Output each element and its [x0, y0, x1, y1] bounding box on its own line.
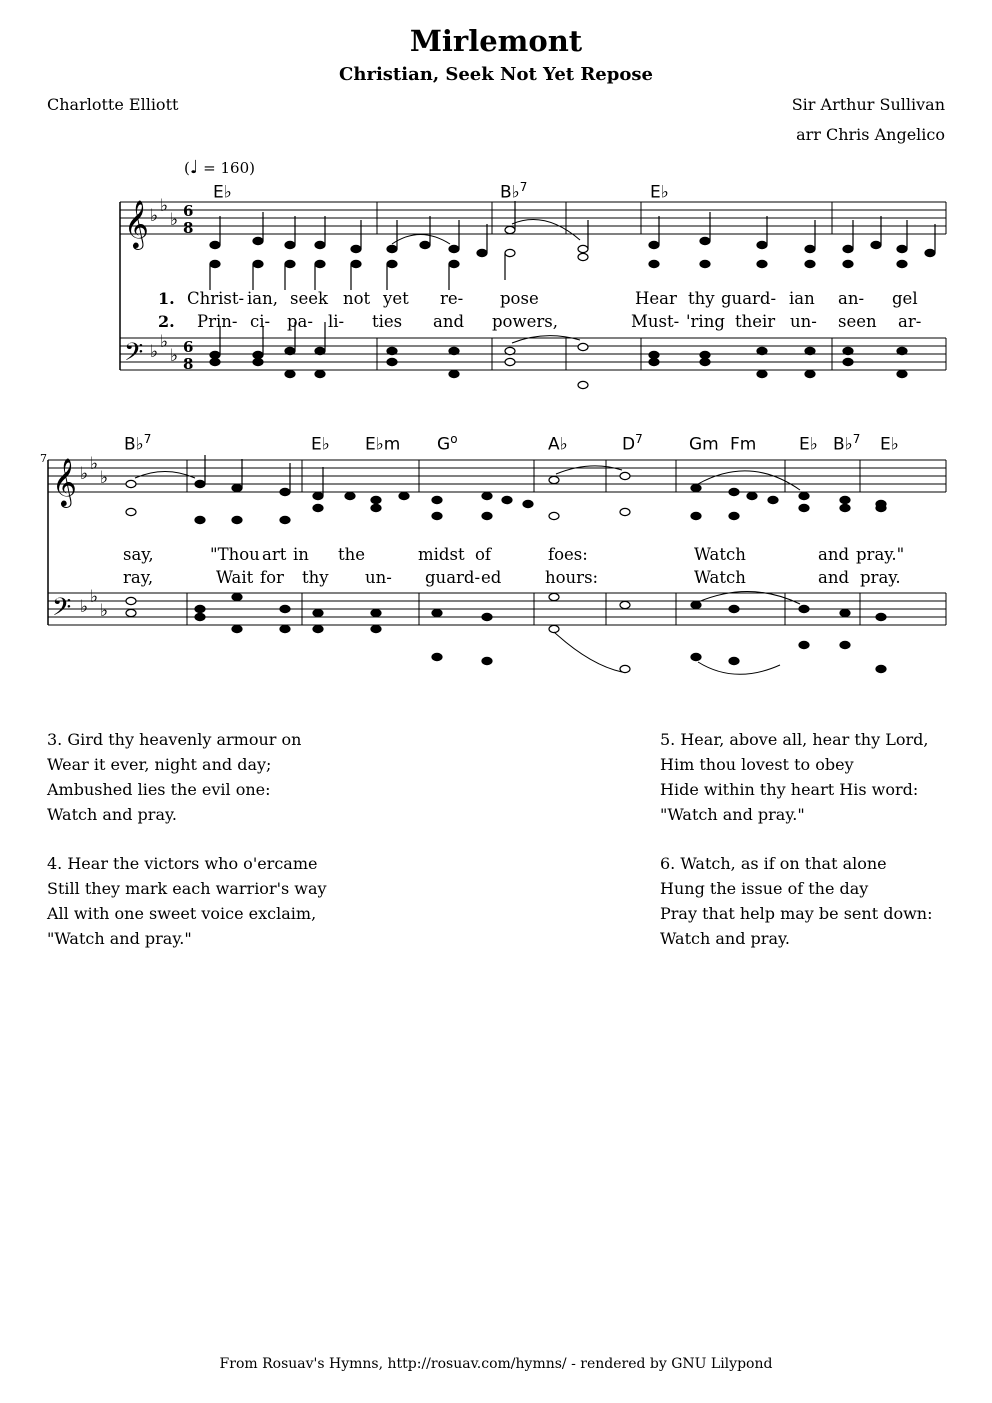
lyric-syllable: ian,	[247, 289, 278, 308]
lyric-syllable: ian	[789, 289, 815, 308]
lyric-syllable: ar-	[898, 312, 922, 331]
lyric-syllable: an-	[838, 289, 865, 308]
svg-text:♭: ♭	[100, 601, 109, 621]
lyric-syllable: gel	[892, 289, 918, 308]
lyric-syllable: un-	[790, 312, 817, 331]
lyric-syllable: ties	[372, 312, 403, 331]
verse-6	[660, 851, 932, 951]
lyric-syllable: and	[818, 545, 850, 564]
chord-symbol: A♭	[548, 434, 568, 455]
verse-line: Watch and pray.	[47, 805, 177, 824]
lyric-syllable: and	[818, 568, 850, 587]
lyric-syllable: pray."	[856, 545, 905, 564]
chord-symbol: B♭$^7$	[500, 180, 528, 203]
verse-line: Wear it ever, night and day;	[47, 755, 272, 774]
lyric-syllable: re-	[440, 289, 464, 308]
verse-number: 1.	[158, 289, 175, 308]
lyric-syllable: seen	[838, 312, 877, 331]
verse-line: 3. Gird thy heavenly armour on	[47, 730, 302, 749]
verse-line: Hung the issue of the day	[660, 879, 869, 898]
poet-credit: Charlotte Elliott	[47, 95, 179, 114]
lyric-syllable: pray.	[860, 568, 901, 587]
verse-line: Watch and pray.	[660, 929, 790, 948]
svg-text:♭: ♭	[170, 346, 179, 366]
lyric-syllable: midst	[418, 545, 465, 564]
lyric-syllable: Wait	[216, 568, 254, 587]
lyric-syllable: seek	[290, 289, 328, 308]
lyric-syllable: art	[262, 545, 287, 564]
lyric-syllable: yet	[383, 289, 409, 308]
svg-text:♭: ♭	[160, 332, 169, 352]
bass-staff-1	[120, 338, 946, 370]
svg-text:♭: ♭	[150, 206, 159, 226]
lyric-syllable: Watch	[694, 568, 746, 587]
lyric-syllable: thy	[302, 568, 329, 587]
footer-credit: From Rosuav's Hymns, http://rosuav.com/hymns/ - rendered by GNU Lilypond	[219, 1356, 773, 1372]
lyric-syllable: guard-	[721, 289, 777, 308]
svg-text:♭: ♭	[80, 597, 89, 617]
lyric-syllable: of	[475, 545, 492, 564]
lyric-syllable: the	[338, 545, 366, 564]
lyric-syllable: Christ-	[187, 289, 245, 308]
verse-line: Still they mark each warrior's way	[47, 879, 327, 898]
chord-symbol: Fm	[730, 434, 757, 455]
verse-5	[660, 727, 928, 827]
lyric-syllable: li-	[328, 312, 345, 331]
chord-symbol: B♭$^7$	[833, 432, 861, 455]
lyric-syllable: ed	[481, 568, 502, 587]
svg-text:8: 8	[183, 219, 194, 237]
verse-line: 4. Hear the victors who o'ercame	[47, 854, 318, 873]
verse-line: 5. Hear, above all, hear thy Lord,	[660, 730, 929, 749]
composer-credit: Sir Arthur Sullivan	[791, 95, 945, 114]
svg-text:6: 6	[183, 202, 194, 220]
svg-text:♭: ♭	[100, 468, 109, 488]
lyric-syllable: Must-	[631, 312, 680, 331]
lyric-syllable: "Thou	[210, 545, 260, 564]
chord-symbol: B♭$^7$	[124, 432, 152, 455]
lyric-syllable: 'ring	[686, 312, 725, 331]
bass-notes-system1	[210, 322, 907, 389]
lyric-syllable: not	[343, 289, 371, 308]
notes-system1	[210, 201, 935, 290]
treble-staff-1	[120, 202, 946, 234]
lyric-syllable: Hear	[635, 289, 677, 308]
verse-line: Ambushed lies the evil one:	[47, 780, 271, 799]
treble-clef-icon: 𝄞	[52, 457, 77, 506]
lyric-syllable: powers,	[492, 312, 558, 331]
svg-text:♭: ♭	[90, 454, 99, 474]
lyric-syllable: ci-	[250, 312, 271, 331]
system-number: 7	[40, 452, 47, 465]
hymn-title: Mirlemont	[409, 24, 583, 58]
lyric-syllable: and	[433, 312, 465, 331]
bass-staff-2	[48, 593, 946, 625]
verse-3	[47, 727, 301, 827]
chord-symbol: E♭	[213, 182, 232, 203]
notes-system2	[126, 455, 886, 524]
chord-symbol: $G^o$	[437, 432, 458, 455]
lyric-syllable: their	[735, 312, 776, 331]
music-staves	[0, 0, 992, 700]
svg-text:♭: ♭	[150, 342, 159, 362]
verse-line: Him thou lovest to obey	[660, 755, 854, 774]
svg-text:♭: ♭	[90, 587, 99, 607]
lyric-syllable: foes:	[548, 545, 588, 564]
svg-text:♭: ♭	[80, 464, 89, 484]
hymn-subtitle: Christian, Seek Not Yet Repose	[339, 64, 653, 85]
arranger-credit: arr Chris Angelico	[796, 125, 945, 144]
svg-text:♭: ♭	[160, 196, 169, 216]
lyric-syllable: un-	[365, 568, 392, 587]
chord-symbol: $D^7$	[622, 432, 643, 455]
tempo-open: (	[184, 159, 190, 177]
lyric-syllable: for	[260, 568, 284, 587]
verse-line: Hide within thy heart His word:	[660, 780, 919, 799]
bass-notes-system2	[126, 593, 886, 672]
time-signature-icon	[183, 202, 193, 373]
lyric-syllable: ray,	[123, 568, 154, 587]
verse-line: "Watch and pray."	[660, 805, 805, 824]
lyric-syllable: in	[293, 545, 309, 564]
verse-line: Pray that help may be sent down:	[660, 904, 933, 923]
chord-symbol: E♭m	[365, 434, 401, 455]
verse-4	[47, 851, 327, 951]
verse-line: All with one sweet voice exclaim,	[47, 904, 317, 923]
bass-clef-icon: 𝄢	[52, 593, 72, 628]
tempo-value: = 160)	[203, 159, 255, 177]
verse-line: 6. Watch, as if on that alone	[660, 854, 887, 873]
svg-text:♭: ♭	[170, 210, 179, 230]
svg-text:6: 6	[183, 338, 194, 356]
verse-number: 2.	[158, 312, 175, 331]
lyric-syllable: pa-	[287, 312, 313, 331]
quarter-note-icon: ♩	[189, 157, 199, 178]
bass-clef-icon: 𝄢	[124, 338, 144, 373]
chord-symbol: Gm	[689, 434, 719, 455]
treble-clef-icon: 𝄞	[124, 199, 149, 248]
chord-symbol: E♭	[799, 434, 818, 455]
svg-text:8: 8	[183, 355, 194, 373]
chord-symbol: E♭	[311, 434, 330, 455]
lyric-syllable: hours:	[545, 568, 599, 587]
lyric-syllable: thy	[688, 289, 715, 308]
lyric-syllable: say,	[123, 545, 154, 564]
lyric-syllable: Watch	[694, 545, 746, 564]
verse-line: "Watch and pray."	[47, 929, 192, 948]
chord-symbol: E♭	[880, 434, 899, 455]
chord-symbol: E♭	[650, 182, 669, 203]
lyric-syllable: Prin-	[197, 312, 238, 331]
lyric-syllable: pose	[500, 289, 539, 308]
lyric-syllable: guard-	[425, 568, 481, 587]
treble-staff-2	[48, 460, 946, 492]
